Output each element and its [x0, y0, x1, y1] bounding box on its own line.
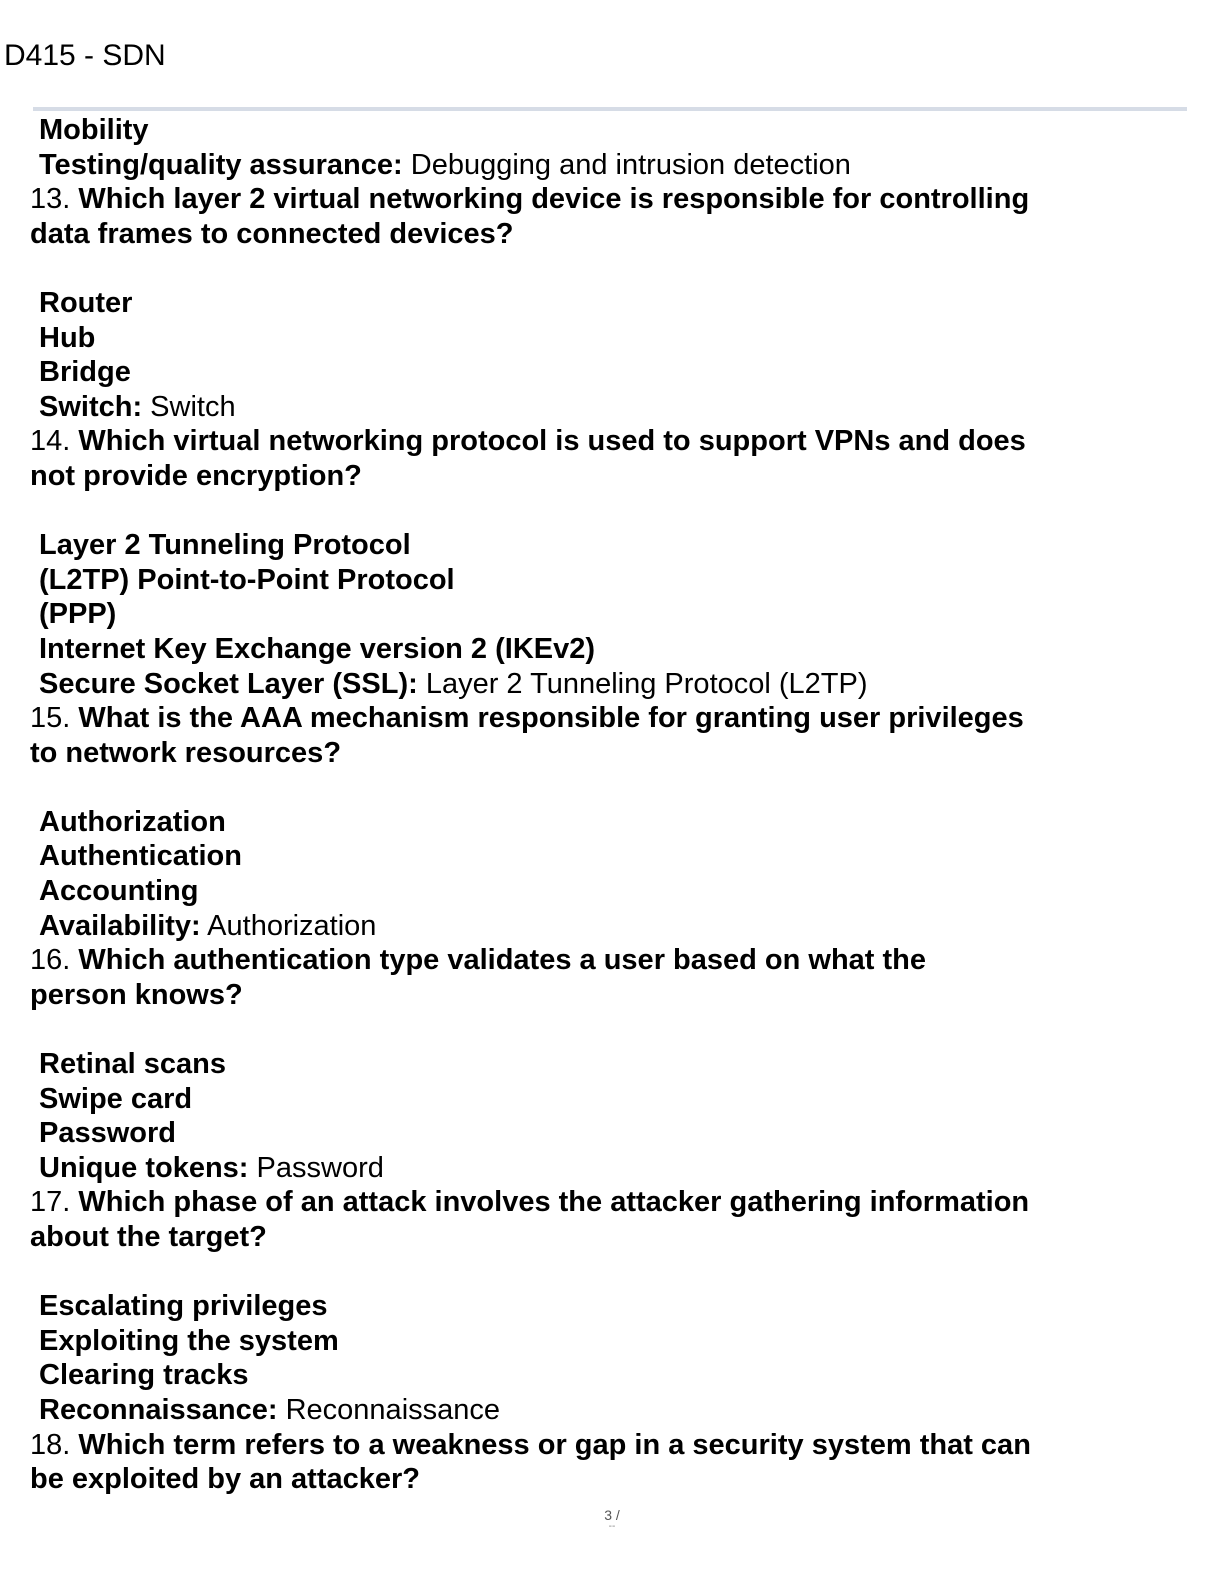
option-label: Accounting — [39, 875, 199, 908]
option-answer: Authorization — [200, 909, 377, 942]
option-line — [30, 1324, 1190, 1359]
option-answer: Debugging and intrusion detection — [402, 148, 851, 181]
question-text-continued: be exploited by an attacker? — [30, 1463, 421, 1496]
question-17 — [30, 1185, 1190, 1427]
option-line — [30, 667, 1190, 702]
question-18 — [30, 1428, 1190, 1497]
option-line — [30, 1393, 1190, 1428]
option-label: Hub — [39, 321, 96, 354]
question-14 — [30, 424, 1190, 701]
question-text-continued: not provide encryption? — [30, 459, 362, 492]
question-16 — [30, 943, 1190, 1185]
option-line — [30, 286, 1190, 321]
question-text-continued: about the target? — [30, 1221, 267, 1253]
option-label: Exploiting the system — [39, 1324, 339, 1357]
question-text: Which authentication type validates a user based on what the — [78, 944, 927, 977]
option-label: Internet Key Exchange version 2 (IKEv2) — [39, 632, 596, 665]
question-text-continued: data frames to connected devices? — [30, 217, 514, 250]
page-number: 3 / — [604, 1507, 620, 1523]
option-label: Password — [39, 1117, 176, 1150]
option-line — [30, 390, 1190, 425]
question-text: Which layer 2 virtual networking device is responsible for controlling — [78, 183, 1030, 216]
option-line — [30, 874, 1190, 909]
option-line — [30, 839, 1190, 874]
option-label: Testing/quality assurance: — [39, 148, 403, 181]
question-text-continued: to network resources? — [30, 736, 342, 769]
document-body — [30, 113, 1190, 1497]
option-line — [30, 1082, 1190, 1117]
question-number: 17. — [30, 1186, 71, 1219]
question-number: 13. — [30, 183, 71, 216]
page-number-sub: -- — [608, 1521, 616, 1532]
question-number: 18. — [30, 1428, 71, 1461]
option-answer: Reconnaissance — [277, 1393, 501, 1426]
option-line — [30, 321, 1190, 356]
document-title: D415 - SDN — [4, 39, 166, 72]
question-text: What is the AAA mechanism responsible for granting user privileges — [78, 702, 1024, 735]
option-label: Mobility — [39, 114, 149, 146]
option-answer: Switch — [142, 390, 236, 423]
option-line — [30, 632, 1190, 667]
question-text: Which virtual networking protocol is used to support VPNs and does — [78, 425, 1026, 458]
option-answer: Password — [248, 1151, 384, 1184]
option-line — [30, 909, 1190, 944]
option-answer: Layer 2 Tunneling Protocol (L2TP) — [417, 667, 868, 700]
option-label: Authentication — [39, 840, 242, 873]
option-label: Authorization — [39, 805, 226, 838]
option-line — [30, 1151, 1190, 1186]
option-label: Clearing tracks — [39, 1359, 249, 1392]
option-label: Secure Socket Layer (SSL): — [39, 667, 418, 700]
question-number: 14. — [30, 425, 71, 458]
question-text: Which term refers to a weakness or gap in a security system that can — [78, 1428, 1031, 1461]
question-number: 16. — [30, 944, 71, 977]
option-line — [30, 148, 1190, 183]
option-line — [30, 355, 1190, 390]
option-label: Escalating privileges — [39, 1290, 328, 1323]
option-label: Availability: — [39, 909, 201, 942]
question-13 — [30, 182, 1190, 424]
option-line — [30, 528, 1190, 563]
option-line — [30, 1047, 1190, 1082]
option-label: Unique tokens: — [39, 1151, 249, 1184]
question-text-continued: person knows? — [30, 978, 243, 1011]
question-15 — [30, 701, 1190, 943]
option-line — [30, 113, 1190, 148]
header-divider — [33, 107, 1187, 111]
option-label: Swipe card — [39, 1082, 193, 1115]
option-label: Retinal scans — [39, 1048, 226, 1081]
option-label: Router — [39, 286, 133, 319]
question-text: Which phase of an attack involves the attacker gathering information — [78, 1186, 1030, 1219]
question-number: 15. — [30, 702, 71, 735]
option-line — [30, 805, 1190, 840]
option-line — [30, 1358, 1190, 1393]
option-label: Reconnaissance: — [39, 1393, 278, 1426]
option-line — [30, 563, 1190, 598]
option-line — [30, 597, 1190, 632]
option-line — [30, 1289, 1190, 1324]
option-label: Switch: — [39, 390, 143, 423]
option-label: Bridge — [39, 356, 131, 389]
option-label: (L2TP) Point-to-Point Protocol — [39, 563, 455, 596]
option-line — [30, 1116, 1190, 1151]
option-label: Layer 2 Tunneling Protocol — [39, 529, 411, 562]
option-label: (PPP) — [39, 598, 117, 631]
